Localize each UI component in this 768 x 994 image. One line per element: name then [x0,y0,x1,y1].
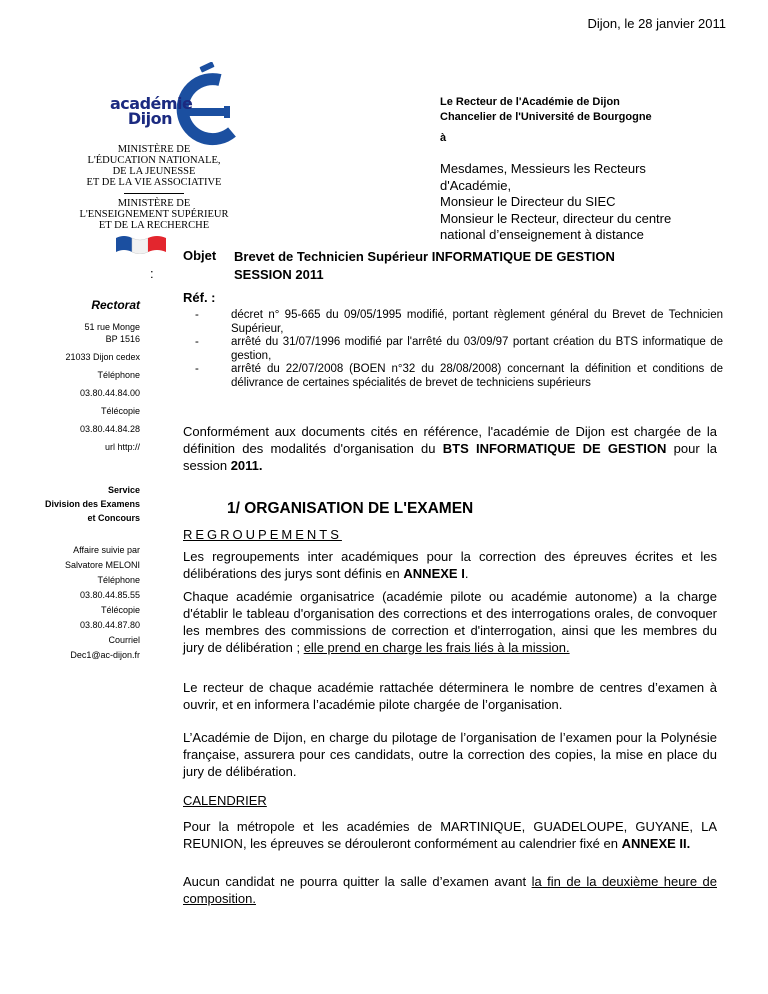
sidebar-affaire-line: 03.80.44.85.55 [79,590,140,600]
sidebar-url: url http:// [104,442,140,452]
dijon-paragraph: L’Académie de Dijon, en charge du pilotage de l’organisation de l’examen pour la Polynésie française, assurera pour ces candidats, outre la correction des copies, la mise en place du jury de délibération. [183,730,717,779]
ministry2-line: L'ENSEIGNEMENT SUPÉRIEUR [79,209,229,220]
sidebar-address-line: Télécopie [100,406,140,416]
regroupements-paragraph [183,548,717,582]
objet-line1: Brevet de Technicien Supérieur INFORMATIQUE DE GESTION [234,249,615,264]
ministry-divider [124,193,184,194]
reference-text: arrêté du 22/07/2008 (BOEN n°32 du 28/08/2008) concernant la définition et conditions de délivrance de certaines spécialités de brevet de techniciens supérieurs [231,363,723,389]
ministry-block-2 [52,198,256,231]
sidebar-service-line: Division des Examens [44,499,140,509]
marianne-flag-icon [116,234,166,254]
ministry-block-1 [52,144,256,188]
logo-wordmark-line1: académie [110,94,193,113]
recipients-block [440,161,730,244]
objet-text [234,248,734,284]
recipient-line: Mesdames, Messieurs les Recteurs [440,161,646,176]
recipient-line: Monsieur le Directeur du SIEC [440,194,616,209]
sender-line1: Le Recteur de l'Académie de Dijon [440,96,620,108]
sidebar-address-line: 51 rue Monge [84,322,140,332]
to-label: à [440,132,447,144]
ministry1-line: MINISTÈRE DE [117,144,191,155]
intro-text: Conformément aux documents cités en référence, l'académie de Dijon est chargée de la définition des modalités d'organisation du [183,424,717,456]
metropole-paragraph [183,818,717,852]
sidebar-service [18,483,140,525]
logo-wordmark-line2: Dijon [127,109,172,128]
sidebar-contact [18,298,140,663]
sidebar-address-line: 03.80.44.84.00 [79,388,140,398]
ministry1-line: ET DE LA VIE ASSOCIATIVE [86,177,222,188]
reference-text: décret n° 95-665 du 09/05/1995 modifié, portant règlement général du Brevet de Technicien Supérieur, [231,309,723,335]
sidebar-rectorat: Rectorat [91,298,140,312]
underlined-text: elle prend en charge les frais liés à la mission. [303,640,570,655]
paragraph-text: Aucun candidat ne pourra quitter la salle d’examen avant [183,874,532,889]
reference-item: - décret n° 95-665 du 09/05/1995 modifié, portant règlement général du Brevet de Technicien Supérieur, [195,309,723,335]
ref-label-text: Réf. : [183,290,216,305]
paragraph-text: . [464,566,469,581]
margin-colon: : [150,266,154,281]
sidebar-affaire-line: Courriel [108,635,140,645]
sidebar-affaire-line: Téléphone [97,575,140,585]
paragraph-text: Chaque académie organisatrice (académie pilote ou académie autonome) a la charge d'établir le tableau d'organisation des corrections et des interrogations orales, de convoquer les membres des commissions de correction et d'interrogation, ainsi que les membres du jury de délibération ; [183,589,717,655]
sidebar-address-line: 03.80.44.84.28 [79,424,140,434]
calendrier-heading: CALENDRIER [183,793,267,808]
paragraph-text: Pour la métropole et les académies de MARTINIQUE, GUADELOUPE, GUYANE, LA REUNION, les épreuves se dérouleront conformément au calendrier fixé en [183,819,717,851]
regroupements-heading: REGROUPEMENTS [183,527,342,542]
ministry1-line: L'ÉDUCATION NATIONALE, [87,155,221,166]
sidebar-affaire-line: Télécopie [100,605,140,615]
underlined-text: la fin de la deuxième heure de composition. [183,874,717,906]
references-list [183,309,723,390]
sidebar-service-line: et Concours [87,513,140,523]
reference-text: arrêté du 31/07/1996 modifié par l'arrêté du 03/09/97 portant création du BTS informatique de gestion, [231,336,723,362]
annexe-ref: ANNEXE I [403,566,465,581]
academie-logo [52,62,229,252]
sidebar-service-line: Service [107,485,140,495]
intro-bold-bts: BTS INFORMATIQUE DE GESTION [442,441,667,456]
ministry1-line: DE LA JEUNESSE [112,166,196,177]
reference-item: - arrêté du 22/07/2008 (BOEN n°32 du 28/08/2008) concernant la définition et conditions de délivrance de certaines spécialités de brevet de techniciens supérieurs [195,363,723,389]
objet-line2: SESSION 2011 [234,267,324,282]
intro-text: pour la session [183,441,717,473]
sidebar-affaire-line: Affaire suivie par [73,545,140,555]
sender-block [440,95,652,125]
recipient-line: d'Académie, [440,177,512,193]
ministry2-line: ET DE LA RECHERCHE [98,220,210,231]
annexe-ref: ANNEXE II. [621,836,691,851]
recipient-line: national d’enseignement à distance [440,227,644,242]
sidebar-email: Dec1@ac-dijon.fr [70,650,140,660]
section-title: 1/ ORGANISATION DE L'EXAMEN [227,500,474,517]
intro-paragraph [183,423,717,474]
recipient-line: Monsieur le Recteur, directeur du centre [440,210,672,226]
sender-line2: Chancelier de l'Université de Bourgogne [440,111,652,123]
ref-label [183,290,216,305]
aucun-candidat-paragraph [183,873,717,907]
objet-label: Objet [183,248,217,263]
sidebar-affaire-line: Salvatore MELONI [64,560,140,570]
recteur-paragraph: Le recteur de chaque académie rattachée déterminera le nombre de centres d’examen à ouvrir, et en informera l’académie pilote chargée de l’organisation. [183,680,717,712]
letter-date: Dijon, le 28 janvier 2011 [587,16,726,31]
sidebar-address-line: BP 1516 [105,334,140,344]
ministry2-line: MINISTÈRE DE [117,198,191,209]
sidebar-affaire-line: 03.80.44.87.80 [79,620,140,630]
intro-bold-year: 2011. [230,458,263,473]
organisatrice-paragraph [183,588,717,656]
sidebar-address-line: Téléphone [97,370,140,380]
sidebar-affaire [18,543,140,663]
logo-wordmark [110,94,193,128]
paragraph-text: Les regroupements inter académiques pour la correction des épreuves écrites et les délibérations des jurys sont définis en [183,549,717,581]
sidebar-address-line: 21033 Dijon cedex [65,352,140,362]
reference-item: - arrêté du 31/07/1996 modifié par l'arrêté du 03/09/97 portant création du BTS informatique de gestion, [195,336,723,362]
